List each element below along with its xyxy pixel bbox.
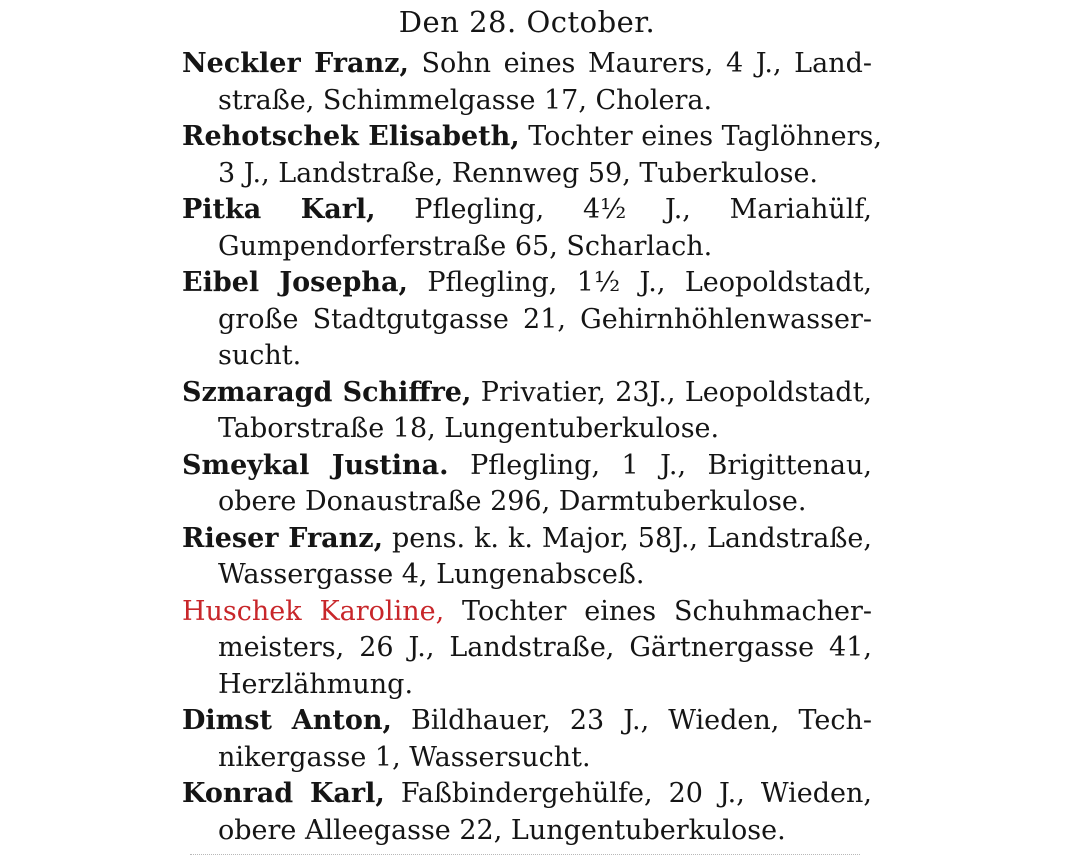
entry-name: Smeykal Justina. (182, 449, 449, 481)
bottom-divider (190, 854, 860, 856)
list-item (182, 776, 872, 849)
entry-first-line (182, 703, 872, 740)
entry-continuation: Gumpendorferstraße 65, Scharlach. (218, 230, 713, 262)
list-item (182, 119, 882, 192)
list-item (182, 448, 872, 521)
entry-details: Pflegling, 4½ J., Mariahülf, (414, 194, 872, 225)
entry-continuation: Taborstraße 18, Lungentuberkulose. (218, 413, 720, 444)
list-item (182, 46, 872, 119)
entry-first-line (182, 119, 882, 156)
death-register-list (182, 46, 882, 849)
entry-continuation: sucht. (218, 340, 302, 371)
entry-first-line (182, 375, 872, 412)
entry-details: Sohn eines Maurers, 4 J., Land- (421, 48, 873, 79)
entry-name: Neckler Franz, (182, 48, 409, 79)
entry-name-highlighted: Huschek Karoline, (182, 595, 445, 627)
entry-name: Eibel Josepha, (182, 267, 408, 298)
list-item (182, 375, 872, 448)
entry-continuation: große Stadtgutgasse 21, Gehirnhöhlenwasser- (218, 303, 872, 335)
list-item (182, 265, 872, 375)
entry-continuation: obere Alleegasse 22, Lungentuberkulose. (218, 814, 786, 846)
entry-name: Konrad Karl, (182, 778, 385, 809)
entry-name: Szmaragd Schiffre, (182, 376, 472, 408)
entry-name: Rieser Franz, (182, 522, 384, 554)
entry-continuation: 3 J., Landstraße, Rennweg 59, Tuberkulose. (218, 157, 819, 189)
entry-continuation: Wassergasse 4, Lungenabsceß. (218, 559, 645, 590)
entry-details: Faßbindergehülfe, 20 J., Wieden, (400, 778, 872, 809)
register-page (182, 0, 882, 864)
list-item (182, 703, 872, 776)
entry-details: Privatier, 23J., Leopoldstadt, (480, 376, 872, 408)
entry-name: Pitka Karl, (182, 194, 376, 225)
entry-first-line (182, 265, 872, 302)
entry-continuation: nikergasse 1, Wassersucht. (218, 741, 591, 773)
entry-details: Pflegling, 1½ J., Leopoldstadt, (427, 267, 872, 298)
list-item-highlighted (182, 594, 872, 704)
entry-first-line (182, 46, 872, 83)
list-item (182, 192, 872, 265)
entry-details: Pflegling, 1 J., Brigittenau, (470, 449, 872, 481)
entry-name: Dimst Anton, (182, 705, 392, 736)
entry-first-line (182, 776, 872, 813)
list-item (182, 521, 872, 594)
entry-continuation: obere Donaustraße 296, Darmtuberkulose. (218, 486, 807, 517)
page-header: Den 28. October. (398, 5, 656, 39)
entry-continuation: Herzlähmung. (218, 668, 414, 700)
entry-first-line (182, 521, 872, 558)
entry-name: Rehotschek Elisabeth, (182, 121, 520, 152)
entry-continuation: straße, Schimmelgasse 17, Cholera. (218, 84, 713, 116)
entry-first-line (182, 448, 872, 485)
entry-continuation: meisters, 26 J., Landstraße, Gärtnergasse 41, (218, 632, 872, 663)
entry-details: Tochter eines Taglöhners, (528, 121, 882, 152)
entry-details: Tochter eines Schuhmacher- (462, 595, 873, 627)
entry-first-line (182, 192, 872, 229)
entry-first-line (182, 594, 872, 631)
entry-details: Bildhauer, 23 J., Wieden, Tech- (411, 705, 872, 736)
entry-details: pens. k. k. Major, 58J., Landstraße, (392, 522, 872, 554)
